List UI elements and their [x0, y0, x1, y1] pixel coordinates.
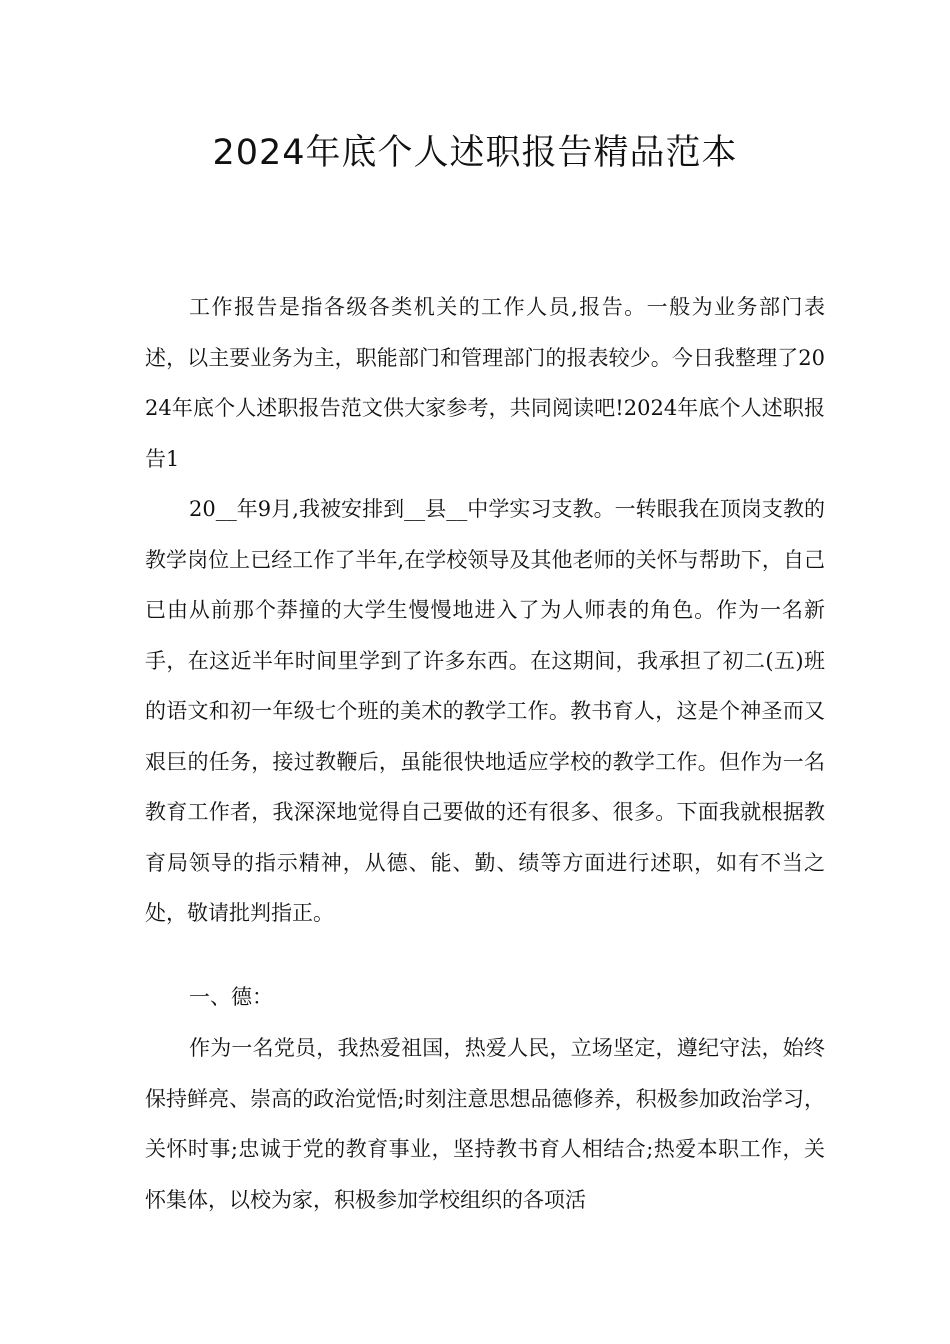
document-title: 2024年底个人述职报告精品范本: [212, 133, 738, 173]
report-paragraph: 20__年9月,我被安排到__县__中学实习支教。一转眼我在顶岗支教的教学岗位上已经工作了半年,在学校领导及其他老师的关怀与帮助下，自己已由从前那个莽撞的大学生慢慢地进入了为人师表的角色。作为一名新手，在这近半年时间里学到了许多东西。在这期间，我承担了初二(五)班的语文和初一年级七个班的美术的教学工作。教书育人，这是个神圣而又艰巨的任务，接过教鞭后，虽能很快地适应学校的教学工作。但作为一名教育工作者，我深深地觉得自己要做的还有很多、很多。下面我就根据教育局领导的指示精神，从德、能、勤、绩等方面进行述职，如有不当之处，敬请批判指正。: [145, 497, 825, 925]
section-heading: 一、德：: [189, 985, 273, 1009]
section-paragraph: 作为一名党员，我热爱祖国，热爱人民，立场坚定，遵纪守法，始终保持鲜亮、崇高的政治觉悟;时刻注意思想品德修养，积极参加政治学习，关怀时事;忠诚于党的教育事业，坚持教书育人相结合;热爱本职工作，关怀集体，以校为家，积极参加学校组织的各项活: [145, 1036, 825, 1212]
intro-paragraph: 工作报告是指各级各类机关的工作人员,报告。一般为业务部门表述，以主要业务为主，职能部门和管理部门的报表较少。今日我整理了2024年底个人述职报告范文供大家参考，共同阅读吧!2024年底个人述职报告1: [145, 295, 825, 471]
